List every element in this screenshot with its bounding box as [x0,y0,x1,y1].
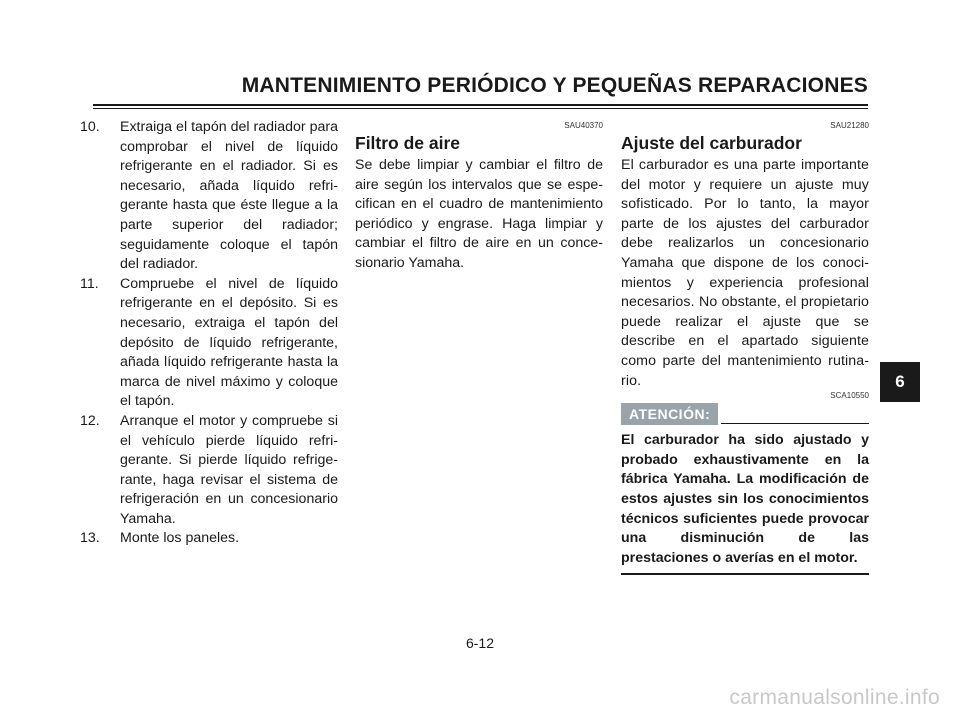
column-carburetor [621,118,869,575]
section-code: SAU40370 [564,121,603,130]
step-item [80,118,338,275]
chapter-tab: 6 [880,362,920,402]
step-item [80,275,338,412]
step-text: Compruebe el nivel de líquido refrigerante en el depósito. Si es necesario, extraiga el tapón del depósito de líquido refrigerante, añada líquido refrigerante hasta la marca de nivel máximo y coloque el tapón. [120,275,338,410]
step-number: 13. [80,530,100,547]
caution-rule [721,423,869,424]
step-text: Monte los paneles. [120,530,240,547]
section-heading-carburetor: Ajuste del carburador [621,133,802,153]
air-filter-paragraph: Se debe limpiar y cambiar el filtro de aire según los intervalos que se especifican en el cuadro de mantenimiento periódico y engrase. Haga limpiar y cambiar el filtro de aire en un concesionario Yamaha. [355,157,603,271]
step-number: 11. [80,275,99,292]
step-number: 12. [80,412,100,429]
page-header-title: MANTENIMIENTO PERIÓDICO Y PEQUEÑAS REPARACIONES [241,74,868,97]
caution-code: SCA10550 [830,391,869,401]
section-code: SAU21280 [830,121,869,130]
page-number: 6-12 [465,635,495,651]
caution-header [621,403,869,425]
caution-badge: ATENCIÓN: [621,403,718,425]
watermark: carmanualsonline.info [729,686,940,709]
carburetor-paragraph: El carburador es una parte importante del motor y requiere un ajuste muy sofisticado. Por lo tanto, la mayor parte de los ajustes del carburador debe realizarlos un concesionario Yamaha que dispone de los conocimientos y experiencia profesional necesarios. No obstante, el propietario puede realizar el ajuste que se describe en el apartado siguiente como parte del mantenimiento rutinario. [621,157,869,389]
header-rule-thick [93,104,868,106]
step-text: Arranque el motor y compruebe si el vehículo pierde líquido refrigerante. Si pierde líquido refrigerante, haga revisar el sistema de refrigeración en un concesionario Yamaha. [120,412,338,527]
column-coolant-steps [80,118,338,549]
caution-text: El carburador ha sido ajustado y probado exhaustivamente en la fábrica Yamaha. La modificación de estos ajustes sin los conocimientos técnicos suficientes puede provocar una disminución de las prestaciones o averías en el motor. [621,431,869,575]
step-item [80,412,338,530]
step-text: Extraiga el tapón del radiador para comprobar el nivel de líquido refrigerante en el radiador. Si es necesario, añada líquido refrigerante hasta que éste llegue a la parte superior del radiador; seguidamente coloque el tapón del radiador. [120,119,338,273]
header-rule-thin [93,108,868,109]
step-number: 10. [80,119,100,135]
column-air-filter [355,118,603,274]
section-heading-air-filter: Filtro de aire [355,133,461,153]
step-item [80,529,338,549]
